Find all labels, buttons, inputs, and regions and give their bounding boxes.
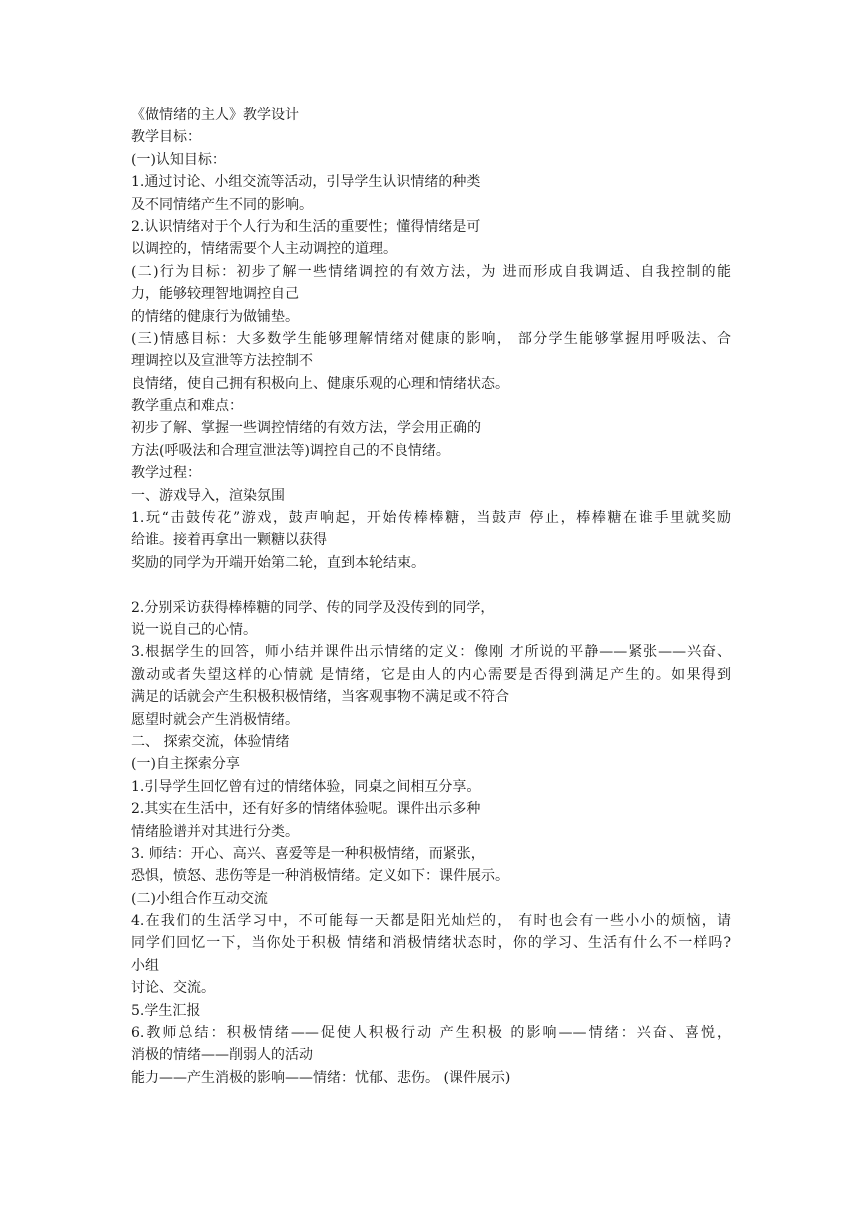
section-heading: 教学目标： xyxy=(131,129,201,146)
text-line: 的情绪的健康行为做铺垫。 xyxy=(131,308,299,325)
text-line: 5.学生汇报 xyxy=(131,1002,201,1019)
text-line: 能力——产生消极的影响——情绪：忧郁、悲伤。 (课件展示) xyxy=(131,1069,511,1086)
text-line: 给谁。接着再拿出一颗糖以获得 xyxy=(131,532,327,549)
text-line: 4.在我们的生活学习中，不可能每一天都是阳光灿烂的， 有时也会有一些小小的烦恼，请 xyxy=(131,913,731,930)
text-line: 说一说自己的心情。 xyxy=(131,621,257,638)
text-line: 方法(呼吸法和合理宣泄法等)调控自己的不良情绪。 xyxy=(131,442,450,459)
subsection-heading: 二、 探索交流，体验情绪 xyxy=(131,733,290,750)
text-line: 消极的情绪——削弱人的活动 xyxy=(131,1047,313,1064)
subsection-heading: (一)认知目标： xyxy=(131,151,226,168)
text-line: 讨论、交流。 xyxy=(131,980,215,997)
section-heading: 教学重点和难点： xyxy=(131,398,243,415)
subsection-heading: (二)小组合作互动交流 xyxy=(131,890,268,907)
text-line: 力，能够较理智地调控自己 xyxy=(131,286,299,303)
text-line: 1.玩“击鼓传花”游戏，鼓声响起，开始传棒棒糖，当鼓声 停止，棒棒糖在谁手里就奖励 xyxy=(131,510,731,527)
text-line: 初步了解、掌握一些调控情绪的有效方法，学会用正确的 xyxy=(131,420,481,437)
text-line: 奖励的同学为开端开始第二轮，直到本轮结束。 xyxy=(131,554,425,571)
text-line: 3.根据学生的回答，师小结并课件出示情绪的定义：像刚 才所说的平静——紧张——兴奋、 xyxy=(131,644,731,661)
text-line: 2.其实在生活中，还有好多的情绪体验呢。课件出示多种 xyxy=(131,801,481,818)
text-line: 同学们回忆一下，当你处于积极 情绪和消极情绪状态时，你的学习、生活有什么不一样吗? xyxy=(131,935,731,952)
text-line: 2.分别采访获得棒棒糖的同学、传的同学及没传到的同学， xyxy=(131,599,495,616)
document-title: 《做情绪的主人》教学设计 xyxy=(131,107,299,123)
text-line: 2.认识情绪对于个人行为和生活的重要性；懂得情绪是可 xyxy=(131,218,481,235)
text-line: 及不同情绪产生不同的影响。 xyxy=(131,196,313,213)
subsection-heading: 一、游戏导入，渲染氛围 xyxy=(131,487,285,504)
text-line: 恐惧，愤怒、悲伤等是一种消极情绪。定义如下：课件展示。 xyxy=(131,868,509,885)
text-line: 愿望时就会产生消极情绪。 xyxy=(131,711,299,728)
subsection-heading: (一)自主探索分享 xyxy=(131,756,240,773)
text-line: 情绪脸谱并对其进行分类。 xyxy=(131,823,299,840)
text-line: 理调控以及宣泄等方法控制不 xyxy=(131,353,313,370)
text-line: 1.通过讨论、小组交流等活动，引导学生认识情绪的种类 xyxy=(131,174,481,191)
text-line: 3. 师结：开心、高兴、喜爱等是一种积极情绪，而紧张， xyxy=(131,845,485,862)
text-line: 良情绪，使自己拥有积极向上、健康乐观的心理和情绪状态。 xyxy=(131,375,509,392)
section-heading: 教学过程： xyxy=(131,465,201,482)
document-body xyxy=(131,104,731,1089)
text-line: 激动或者失望这样的心情就 是情绪，它是由人的内心需要是否得到满足产生的。如果得到 xyxy=(131,666,731,683)
text-line: 6.教师总结：积极情绪——促使人积极行动 产生积极 的影响——情绪：兴奋、喜悦， xyxy=(131,1025,731,1042)
text-line: 小组 xyxy=(131,957,159,974)
text-line: (二)行为目标：初步了解一些情绪调控的有效方法，为 进而形成自我调适、自我控制的能 xyxy=(131,263,731,280)
blank-line xyxy=(131,574,731,596)
text-line: 满足的话就会产生积极积极情绪，当客观事物不满足或不符合 xyxy=(131,689,509,706)
text-line: (三)情感目标：大多数学生能够理解情绪对健康的影响， 部分学生能够掌握用呼吸法、合 xyxy=(131,330,731,347)
text-line: 以调控的，情绪需要个人主动调控的道理。 xyxy=(131,241,397,258)
text-line: 1.引导学生回忆曾有过的情绪体验，同桌之间相互分享。 xyxy=(131,778,481,795)
